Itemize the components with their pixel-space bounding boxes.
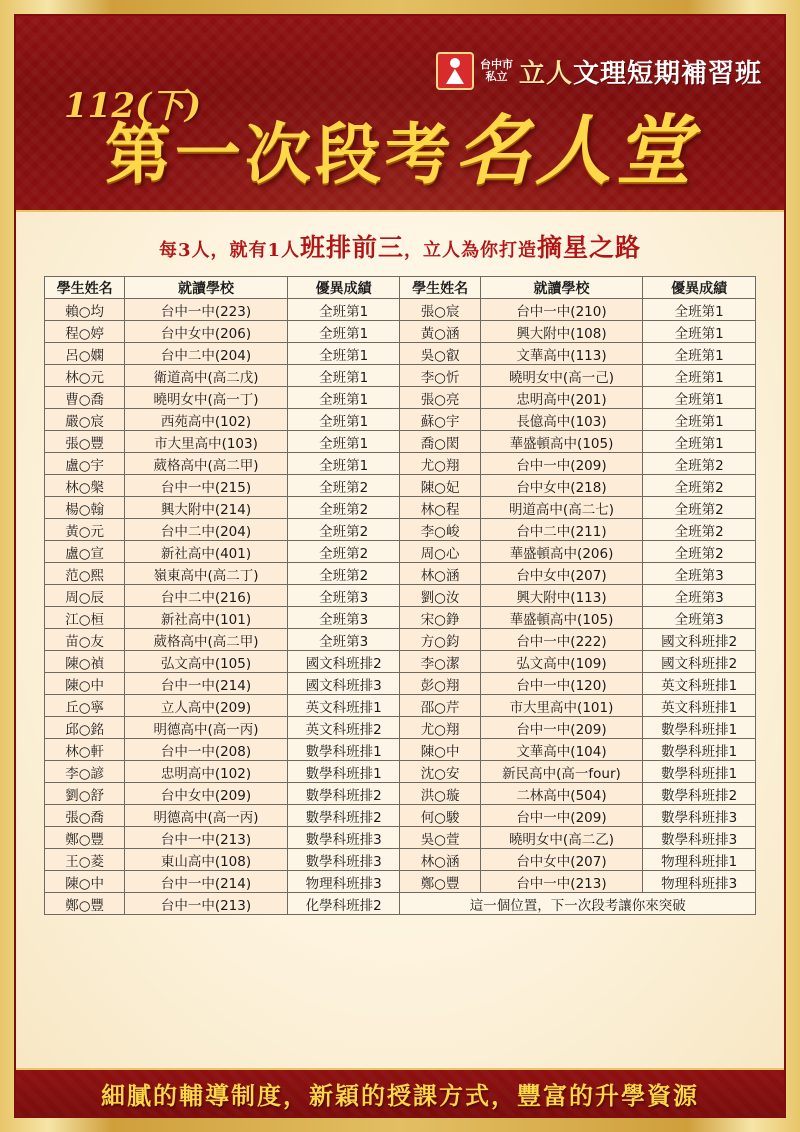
cell-score: 國文科班排2: [643, 651, 756, 673]
cell-school: 曉明女中(高二乙): [480, 827, 643, 849]
table-row: [45, 827, 756, 849]
cell-school: 台中女中(218): [480, 475, 643, 497]
cell-school: 台中一中(213): [125, 893, 288, 915]
cell-name: 賴○均: [45, 299, 125, 321]
cell-name: 吳○萱: [400, 827, 480, 849]
cell-school: 台中女中(207): [480, 563, 643, 585]
cell-school: 文華高中(113): [480, 343, 643, 365]
col-name-right: 學生姓名: [400, 277, 480, 299]
cell-score: 全班第3: [287, 585, 400, 607]
cell-school: 台中一中(209): [480, 805, 643, 827]
cell-school: 二林高中(504): [480, 783, 643, 805]
cell-name: 陳○妃: [400, 475, 480, 497]
brand-name: [519, 53, 762, 90]
cell-score: 全班第1: [287, 299, 400, 321]
cell-name: 陳○禎: [45, 651, 125, 673]
cell-score: 全班第3: [287, 629, 400, 651]
cell-school: 市大里高中(103): [125, 431, 288, 453]
term-label: 112(下): [64, 86, 202, 126]
cell-school: 文華高中(104): [480, 739, 643, 761]
cell-school: 台中二中(204): [125, 343, 288, 365]
cell-score: 全班第1: [643, 431, 756, 453]
cell-school: 台中一中(222): [480, 629, 643, 651]
cell-school: 華盛頓高中(105): [480, 431, 643, 453]
cell-name: 喬○閎: [400, 431, 480, 453]
table-row: [45, 387, 756, 409]
cell-score: 物理科班排1: [643, 849, 756, 871]
page-title-part1: 第一次段考: [105, 115, 455, 193]
brand-name-accent: 立人: [518, 58, 573, 89]
table-row: [45, 431, 756, 453]
cell-score: 數學科班排3: [643, 805, 756, 827]
cell-score: 全班第1: [287, 343, 400, 365]
cell-score: 全班第1: [287, 453, 400, 475]
cell-school: 興大附中(214): [125, 497, 288, 519]
cell-name: 李○忻: [400, 365, 480, 387]
cell-score: 全班第1: [287, 409, 400, 431]
table-row: [45, 321, 756, 343]
cell-name: 沈○安: [400, 761, 480, 783]
table-row: [45, 761, 756, 783]
table-row: [45, 871, 756, 893]
cell-school: 台中一中(213): [480, 871, 643, 893]
cell-name: 江○桓: [45, 607, 125, 629]
brand-city-line2: 私立: [485, 70, 508, 83]
cell-name: 宋○錚: [400, 607, 480, 629]
cell-name: 劉○汝: [400, 585, 480, 607]
cell-score: 全班第1: [287, 431, 400, 453]
cell-school: 西苑高中(102): [125, 409, 288, 431]
cell-school: 立人高中(209): [125, 695, 288, 717]
cell-score: 數學科班排2: [287, 805, 400, 827]
cell-name: 林○程: [400, 497, 480, 519]
table-row: [45, 409, 756, 431]
cell-name: 盧○宇: [45, 453, 125, 475]
cell-score: 全班第3: [643, 585, 756, 607]
honor-roll-table: [44, 276, 756, 915]
cell-school: 台中二中(211): [480, 519, 643, 541]
brand-name-rest: 文理短期補習班: [572, 58, 762, 89]
cell-score: 數學科班排2: [643, 783, 756, 805]
cell-score: 全班第1: [643, 365, 756, 387]
page-title-part2: 名人堂: [455, 106, 695, 195]
cell-name: 陳○中: [45, 871, 125, 893]
table-row: [45, 541, 756, 563]
cell-score: 全班第3: [643, 563, 756, 585]
cell-name: 呂○嫻: [45, 343, 125, 365]
cell-school: 弘文高中(109): [480, 651, 643, 673]
table-row: [45, 651, 756, 673]
table-row: [45, 365, 756, 387]
cell-name: 林○涵: [400, 849, 480, 871]
person-logo-icon: [436, 52, 474, 90]
table-row: [45, 299, 756, 321]
final-note: 這一個位置，下一次段考讓你來突破: [400, 893, 756, 915]
cell-score: 全班第1: [643, 321, 756, 343]
cell-name: 楊○翰: [45, 497, 125, 519]
cell-score: 全班第2: [287, 519, 400, 541]
col-school-left: 就讀學校: [125, 277, 288, 299]
brand-city-line1: 台中市: [479, 58, 513, 71]
table-row: [45, 453, 756, 475]
cell-name: 邱○銘: [45, 717, 125, 739]
cell-name: 彭○翔: [400, 673, 480, 695]
cell-name: 尤○翔: [400, 717, 480, 739]
cell-name: 黃○涵: [400, 321, 480, 343]
col-name-left: 學生姓名: [45, 277, 125, 299]
cell-school: 華盛頓高中(206): [480, 541, 643, 563]
cell-name: 鄭○豐: [45, 827, 125, 849]
cell-name: 盧○宣: [45, 541, 125, 563]
cell-school: 興大附中(113): [480, 585, 643, 607]
table-row: [45, 475, 756, 497]
cell-name: 丘○寧: [45, 695, 125, 717]
cell-name: 周○辰: [45, 585, 125, 607]
cell-name: 曹○喬: [45, 387, 125, 409]
cell-name: 張○豐: [45, 431, 125, 453]
cell-school: 忠明高中(201): [480, 387, 643, 409]
cell-score: 數學科班排1: [643, 761, 756, 783]
table-row: [45, 717, 756, 739]
cell-score: 數學科班排1: [643, 739, 756, 761]
cell-score: 化學科班排2: [287, 893, 400, 915]
cell-score: 全班第2: [643, 541, 756, 563]
cell-name: 林○軒: [45, 739, 125, 761]
cell-name: 嚴○宸: [45, 409, 125, 431]
cell-score: 全班第2: [287, 541, 400, 563]
table-row: [45, 673, 756, 695]
cell-school: 台中一中(215): [125, 475, 288, 497]
cell-score: 全班第2: [287, 563, 400, 585]
table-row: [45, 805, 756, 827]
table-row: [45, 607, 756, 629]
cell-school: 台中一中(214): [125, 871, 288, 893]
cell-name: 程○婷: [45, 321, 125, 343]
cell-school: 台中一中(214): [125, 673, 288, 695]
table-row: [45, 585, 756, 607]
cell-score: 國文科班排3: [287, 673, 400, 695]
cell-score: 全班第3: [287, 607, 400, 629]
cell-score: 物理科班排3: [643, 871, 756, 893]
cell-name: 張○宸: [400, 299, 480, 321]
poster-inner: [14, 14, 786, 1118]
col-score-left: 優異成績: [287, 277, 400, 299]
cell-school: 華盛頓高中(105): [480, 607, 643, 629]
cell-school: 忠明高中(102): [125, 761, 288, 783]
cell-name: 王○菱: [45, 849, 125, 871]
cell-school: 台中女中(207): [480, 849, 643, 871]
cell-name: 何○駿: [400, 805, 480, 827]
cell-score: 數學科班排2: [287, 783, 400, 805]
cell-school: 明德高中(高一丙): [125, 805, 288, 827]
cell-score: 全班第2: [643, 453, 756, 475]
cell-school: 葳格高中(高二甲): [125, 453, 288, 475]
cell-school: 嶺東高中(高二丁): [125, 563, 288, 585]
cell-school: 台中一中(223): [125, 299, 288, 321]
slogan-part4: 立人為你打造: [423, 240, 538, 261]
cell-score: 全班第1: [643, 387, 756, 409]
slogan-part1: 每3人，就有1人: [158, 240, 301, 261]
col-school-right: 就讀學校: [480, 277, 643, 299]
cell-name: 方○鈞: [400, 629, 480, 651]
cell-name: 張○喬: [45, 805, 125, 827]
cell-score: 全班第3: [643, 607, 756, 629]
cell-score: 物理科班排3: [287, 871, 400, 893]
cell-score: 數學科班排3: [287, 827, 400, 849]
cell-score: 全班第1: [643, 343, 756, 365]
cell-name: 蘇○宇: [400, 409, 480, 431]
cell-school: 曉明女中(高一己): [480, 365, 643, 387]
brand-city: [480, 59, 513, 83]
cell-score: 全班第2: [287, 475, 400, 497]
table-header-row: [45, 277, 756, 299]
table-row: [45, 629, 756, 651]
table-row: [45, 563, 756, 585]
cell-school: 弘文高中(105): [125, 651, 288, 673]
cell-score: 數學科班排3: [287, 849, 400, 871]
cell-school: 興大附中(108): [480, 321, 643, 343]
cell-school: 新民高中(高一four): [480, 761, 643, 783]
cell-score: 國文科班排2: [287, 651, 400, 673]
cell-score: 數學科班排1: [287, 739, 400, 761]
table-row: [45, 893, 756, 915]
cell-school: 衛道高中(高二戊): [125, 365, 288, 387]
cell-name: 鄭○豐: [45, 893, 125, 915]
cell-name: 林○元: [45, 365, 125, 387]
cell-school: 台中二中(204): [125, 519, 288, 541]
cell-name: 邵○芹: [400, 695, 480, 717]
cell-name: 黃○元: [45, 519, 125, 541]
cell-score: 全班第1: [643, 299, 756, 321]
cell-name: 范○熙: [45, 563, 125, 585]
cell-score: 全班第2: [287, 497, 400, 519]
cell-school: 台中一中(209): [480, 717, 643, 739]
table-row: [45, 783, 756, 805]
cell-school: 台中一中(209): [480, 453, 643, 475]
cell-score: 全班第2: [643, 475, 756, 497]
cell-school: 東山高中(108): [125, 849, 288, 871]
table-row: [45, 695, 756, 717]
cell-name: 李○潔: [400, 651, 480, 673]
cell-name: 李○峻: [400, 519, 480, 541]
cell-score: 英文科班排2: [287, 717, 400, 739]
cell-name: 陳○中: [400, 739, 480, 761]
cell-school: 台中女中(209): [125, 783, 288, 805]
cell-score: 全班第2: [643, 497, 756, 519]
cell-school: 曉明女中(高一丁): [125, 387, 288, 409]
footer-slogan: 細膩的輔導制度，新穎的授課方式，豐富的升學資源: [101, 1080, 699, 1110]
table-row: [45, 519, 756, 541]
cell-school: 台中一中(208): [125, 739, 288, 761]
table-row: [45, 739, 756, 761]
cell-score: 全班第1: [287, 365, 400, 387]
cell-school: 新社高中(401): [125, 541, 288, 563]
slogan: [16, 212, 784, 264]
col-score-right: 優異成績: [643, 277, 756, 299]
cell-school: 台中女中(206): [125, 321, 288, 343]
cell-name: 周○心: [400, 541, 480, 563]
brand-logo: [436, 52, 762, 90]
slogan-part3: ，: [404, 240, 424, 261]
cell-name: 尤○翔: [400, 453, 480, 475]
cell-score: 全班第1: [287, 321, 400, 343]
cell-score: 數學科班排1: [287, 761, 400, 783]
cell-score: 數學科班排1: [643, 717, 756, 739]
cell-name: 陳○中: [45, 673, 125, 695]
cell-score: 英文科班排1: [287, 695, 400, 717]
slogan-part2: 班排前三: [300, 233, 405, 262]
cell-name: 苗○友: [45, 629, 125, 651]
cell-school: 台中二中(216): [125, 585, 288, 607]
table-row: [45, 849, 756, 871]
cell-school: 葳格高中(高二甲): [125, 629, 288, 651]
poster-header: [16, 16, 784, 212]
cell-score: 全班第1: [643, 409, 756, 431]
table-row: [45, 497, 756, 519]
cell-name: 李○諺: [45, 761, 125, 783]
cell-name: 林○槃: [45, 475, 125, 497]
cell-name: 鄭○豐: [400, 871, 480, 893]
cell-score: 英文科班排1: [643, 673, 756, 695]
table-row: [45, 343, 756, 365]
cell-name: 劉○舒: [45, 783, 125, 805]
cell-name: 林○涵: [400, 563, 480, 585]
cell-name: 吳○叡: [400, 343, 480, 365]
cell-score: 全班第2: [643, 519, 756, 541]
cell-school: 台中一中(120): [480, 673, 643, 695]
cell-school: 新社高中(101): [125, 607, 288, 629]
cell-score: 全班第1: [287, 387, 400, 409]
cell-score: 數學科班排3: [643, 827, 756, 849]
cell-score: 國文科班排2: [643, 629, 756, 651]
poster-body: [16, 212, 784, 1068]
cell-name: 張○亮: [400, 387, 480, 409]
cell-score: 英文科班排1: [643, 695, 756, 717]
cell-school: 市大里高中(101): [480, 695, 643, 717]
cell-name: 洪○璇: [400, 783, 480, 805]
cell-school: 台中一中(210): [480, 299, 643, 321]
cell-school: 明德高中(高一丙): [125, 717, 288, 739]
cell-school: 台中一中(213): [125, 827, 288, 849]
poster-footer: [16, 1068, 784, 1116]
slogan-part5: 摘星之路: [537, 233, 642, 262]
cell-school: 長億高中(103): [480, 409, 643, 431]
cell-school: 明道高中(高二七): [480, 497, 643, 519]
